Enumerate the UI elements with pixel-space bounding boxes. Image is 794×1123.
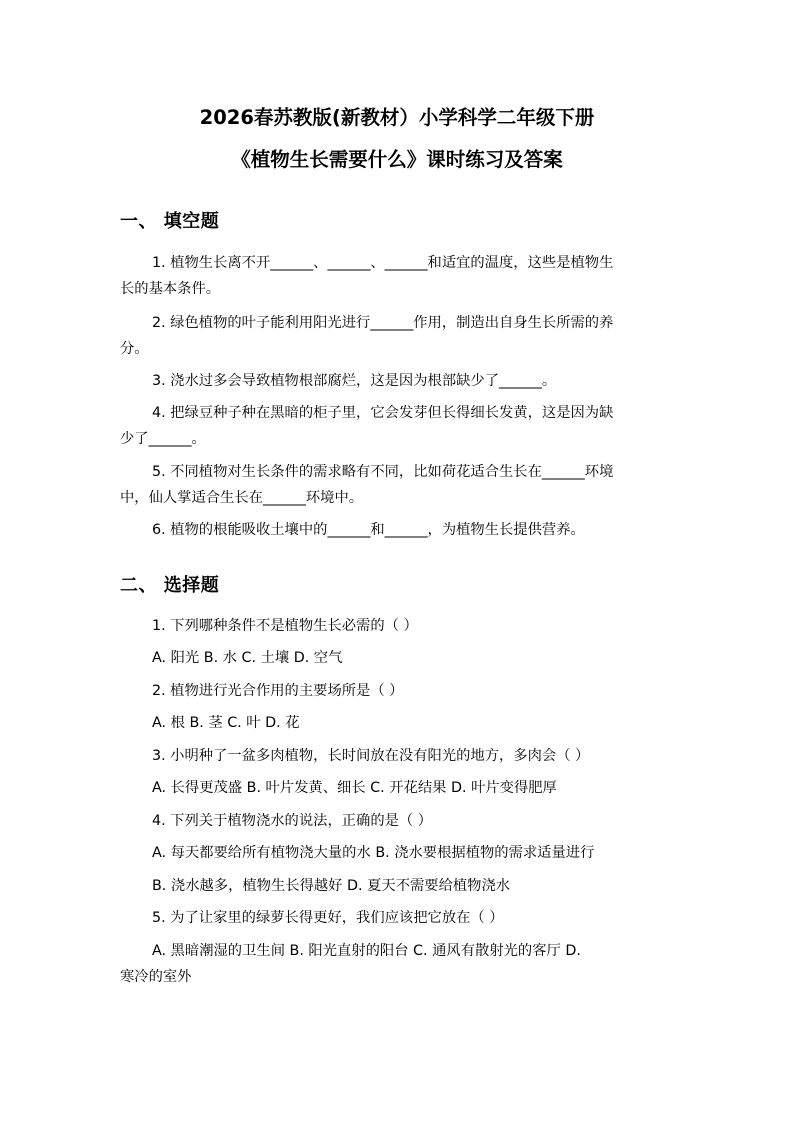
document-title-line2: 《植物生长需要什么》课时练习及答案 [231,148,563,171]
choice-q5: 5. 为了让家里的绿萝长得更好，我们应该把它放在（ ） [152,910,504,926]
fill-blank-q3: 3. 浇水过多会导致植物根部腐烂，这是因为根部缺少了______。 [152,373,557,389]
fill-blank-q4-line1: 4. 把绿豆种子种在黑暗的柜子里，它会发芽但长得细长发黄，这是因为缺 [152,405,614,421]
choice-q4: 4. 下列关于植物浇水的说法，正确的是（ ） [152,813,433,829]
section-heading-fill-blank: 一、 填空题 [120,211,220,232]
fill-blank-q1-line2: 长的基本条件。 [120,281,221,297]
fill-blank-q5-line1: 5. 不同植物对生长条件的需求略有不同，比如荷花适合生长在______环境 [152,464,614,480]
fill-blank-q2-line1: 2. 绿色植物的叶子能利用阳光进行______作用，制造出自身生长所需的养 [152,315,614,331]
section-heading-multiple-choice: 二、 选择题 [120,575,220,596]
choice-q2-options: A. 根 B. 茎 C. 叶 D. 花 [152,715,300,731]
document-title-line1: 2026春苏教版(新教材）小学科学二年级下册 [199,106,595,129]
choice-q1-options: A. 阳光 B. 水 C. 土壤 D. 空气 [152,650,343,666]
choice-q3: 3. 小明种了一盆多肉植物，长时间放在没有阳光的地方，多肉会（ ） [152,748,590,764]
fill-blank-q1-line1: 1. 植物生长离不开______、______、______和适宜的温度，这些是植物生 [152,255,614,271]
choice-q3-options: A. 长得更茂盛 B. 叶片发黄、细长 C. 开花结果 D. 叶片变得肥厚 [152,780,557,796]
choice-q5-options-line2: 寒冷的室外 [120,969,192,985]
choice-q2: 2. 植物进行光合作用的主要场所是（ ） [152,683,404,699]
fill-blank-q5-line2: 中，仙人掌适合生长在______环境中。 [120,490,364,506]
choice-q4-options-line1: A. 每天都要给所有植物浇大量的水 B. 浇水要根据植物的需求适量进行 [152,845,595,861]
fill-blank-q4-line2: 少了______。 [120,431,206,447]
choice-q5-options-line1: A. 黑暗潮湿的卫生间 B. 阳光直射的阳台 C. 通风有散射光的客厅 D. [152,943,581,959]
choice-q4-options-line2: B. 浇水越多，植物生长得越好 D. 夏天不需要给植物浇水 [152,878,511,894]
fill-blank-q6: 6. 植物的根能吸收土壤中的______和______，为植物生长提供营养。 [152,522,585,538]
choice-q1: 1. 下列哪种条件不是植物生长必需的（ ） [152,618,418,634]
fill-blank-q2-line2: 分。 [120,341,149,357]
